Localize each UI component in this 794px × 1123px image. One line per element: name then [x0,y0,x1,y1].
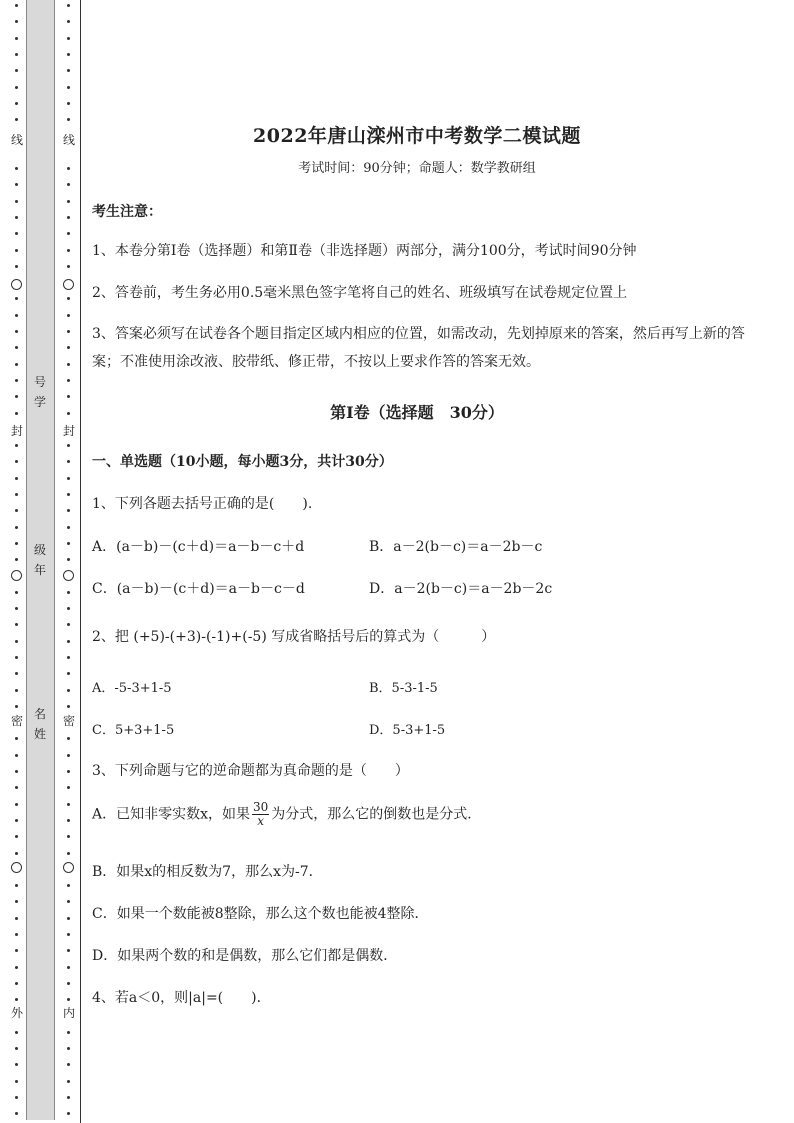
field-name: 名姓 [33,707,46,741]
cut-line-dot [67,395,70,398]
cut-line-dot [67,1047,70,1050]
cut-line-dot [15,737,18,740]
exam-subtitle: 考试时间：90分钟；命题人：数学教研组 [298,161,536,176]
cut-line-dot [15,493,18,496]
cut-line-dot [15,852,18,855]
cut-line-dot [15,966,18,969]
cut-line-dot [67,53,70,56]
question-3-option-a-text: A．已知非零实数x，如果 [92,806,251,823]
cut-line-dot [15,363,18,366]
cut-line-dot [15,672,18,675]
outer-mark-feng: 封 [10,424,23,438]
cut-line-dot [15,444,18,447]
cut-line-dot [67,477,70,480]
cut-line-dot [15,982,18,985]
cut-line-dot [15,558,18,561]
field-grade: 级年 [33,543,46,577]
cut-line-dot [67,705,70,708]
outer-mark-circle [11,570,22,581]
outer-mark-xian: 线 [10,133,23,147]
cut-line-dot [15,249,18,252]
cut-line-dot [15,1080,18,1083]
cut-line-dot [15,216,18,219]
question-3-option-d: D．如果两个数的和是偶数，那么它们都是偶数． [92,948,398,964]
cut-line-dot [15,998,18,1001]
cut-line-dot [15,200,18,203]
question-4-stem: 4、若a＜0，则|a|=( )． [92,990,271,1006]
cut-line-dot [15,754,18,757]
cut-line-dot [67,200,70,203]
cut-line-dot [15,949,18,952]
cut-line-dot [15,1047,18,1050]
cut-line-dot [15,102,18,105]
cut-line-dot [15,395,18,398]
cut-line-dot [15,623,18,626]
cut-line-dot [15,4,18,7]
cut-line-dot [67,949,70,952]
cut-line-dot [15,933,18,936]
cut-line-dot [15,640,18,643]
cut-line-dot [15,884,18,887]
cut-line-dot [15,183,18,186]
question-3-option-a-text-end: 为分式，那么它的倒数也是分式． [271,806,482,823]
outer-mark-mi: 密 [10,714,23,728]
cut-line-dot [67,379,70,382]
cut-line-dot [15,770,18,773]
inner-mark-circle [63,862,74,873]
question-2-option-a: A．-5-3+1-5 [92,681,172,696]
cut-line-dot [15,1096,18,1099]
outer-mark-circle [11,862,22,873]
cut-line-dot [67,607,70,610]
cut-line-dot [67,1031,70,1034]
cut-line-dot [67,672,70,675]
cut-line-dot [67,20,70,23]
cut-line-dot [15,118,18,121]
cut-line-dot [67,412,70,415]
question-2-stem: 2、把 (+5)-(+3)-(-1)+(-5) 写成省略括号后的算式为（ ） [92,629,496,645]
exam-title: 2022年唐山滦州市中考数学二模试题 [253,125,581,147]
fraction-numerator: 30 [253,800,269,814]
cut-line-dot [15,526,18,529]
cut-line-dot [67,591,70,594]
cut-line-dot [67,998,70,1001]
question-3-stem: 3、下列命题与它的逆命题都为真命题的是（ ） [92,763,409,779]
outer-mark-circle [11,279,22,290]
section-title: 第I卷（选择题 30分） [330,403,504,422]
cut-line-dot [67,330,70,333]
cut-line-dot [67,803,70,806]
question-1-option-a: A．(a－b)－(c＋d)＝a－b－c＋d [92,539,305,555]
cut-line-dot [15,330,18,333]
cut-line-dot [67,656,70,659]
margin-rule-line [80,0,81,1123]
outer-cut-line [10,0,24,1123]
cut-line-dot [15,20,18,23]
cut-line-dot [67,167,70,170]
question-3-option-b: B．如果x的相反数为7，那么x为-7． [92,864,323,880]
inner-mark-nei: 内 [62,1006,75,1020]
cut-line-dot [15,835,18,838]
cut-line-dot [67,754,70,757]
cut-line-dot [15,689,18,692]
notice-item: 3、答案必须写在试卷各个题目指定区域内相应的位置，如需改动，先划掉原来的答案，然后再写上新的答案；不准使用涂改液、胶带纸、修正带，不按以上要求作答的答案无效。 [92,326,745,370]
cut-line-dot [15,460,18,463]
question-1-option-c: C．(a－b)－(c＋d)＝a－b－c－d [92,581,305,597]
cut-line-dot [15,917,18,920]
cut-line-dot [67,118,70,121]
cut-line-dot [67,346,70,349]
cut-line-dot [67,363,70,366]
cut-line-dot [67,852,70,855]
cut-line-dot [15,656,18,659]
cut-line-dot [15,265,18,268]
cut-line-dot [15,379,18,382]
cut-line-dot [67,1063,70,1066]
cut-line-dot [15,819,18,822]
cut-line-dot [67,493,70,496]
cut-line-dot [67,297,70,300]
inner-cut-line [62,0,76,1123]
cut-line-dot [67,1112,70,1115]
cut-line-dot [67,460,70,463]
cut-line-dot [15,314,18,317]
question-3-option-c: C．如果一个数能被8整除，那么这个数也能被4整除． [92,906,429,922]
cut-line-dot [15,412,18,415]
cut-line-dot [67,314,70,317]
notice-item: 1、本卷分第I卷（选择题）和第Ⅱ卷（非选择题）两部分，满分100分，考试时间90分钟 [92,243,637,259]
cut-line-dot [67,884,70,887]
question-2-option-d: D．5-3+1-5 [369,723,446,738]
cut-line-dot [67,1096,70,1099]
cut-line-dot [15,232,18,235]
cut-line-dot [67,232,70,235]
cut-line-dot [67,37,70,40]
cut-line-dot [67,69,70,72]
outer-mark-wai: 外 [10,1006,23,1020]
question-1-stem: 1、下列各题去括号正确的是( ). [92,496,313,512]
part-title: 一、单选题（10小题，每小题3分，共计30分） [92,454,393,470]
cut-line-dot [15,1063,18,1066]
notice-item: 2、答卷前，考生务必用0.5毫米黑色签字笔将自己的姓名、班级填写在试卷规定位置上 [92,285,628,301]
notice-title: 考生注意： [92,204,162,220]
inner-mark-circle [63,570,74,581]
field-student-number: 号学 [33,375,46,409]
cut-line-dot [67,216,70,219]
cut-line-dot [15,37,18,40]
cut-line-dot [15,900,18,903]
cut-line-dot [67,982,70,985]
cut-line-dot [67,102,70,105]
cut-line-dot [67,640,70,643]
cut-line-dot [67,86,70,89]
cut-line-dot [67,966,70,969]
binding-margin [0,0,82,1123]
cut-line-dot [67,933,70,936]
cut-line-dot [15,53,18,56]
cut-line-dot [15,477,18,480]
cut-line-dot [67,835,70,838]
cut-line-dot [67,526,70,529]
cut-line-dot [67,737,70,740]
question-1-option-d: D．a－2(b－c)＝a－2b－2c [369,581,553,597]
cut-line-dot [67,786,70,789]
cut-line-dot [15,69,18,72]
cut-line-dot [15,1031,18,1034]
cut-line-dot [67,917,70,920]
question-2-option-c: C．5+3+1-5 [92,723,175,738]
cut-line-dot [67,4,70,7]
inner-mark-feng: 封 [62,424,75,438]
inner-mark-circle [63,279,74,290]
fraction [252,801,269,828]
cut-line-dot [15,86,18,89]
cut-line-dot [67,542,70,545]
question-1-option-b: B．a－2(b－c)＝a－2b－c [369,539,543,555]
cut-line-dot [15,1112,18,1115]
cut-line-dot [67,623,70,626]
cut-line-dot [67,689,70,692]
cut-line-dot [15,346,18,349]
cut-line-dot [15,705,18,708]
cut-line-dot [67,444,70,447]
cut-line-dot [67,558,70,561]
cut-line-dot [15,297,18,300]
cut-line-dot [67,770,70,773]
cut-line-dot [67,183,70,186]
cut-line-dot [15,542,18,545]
cut-line-dot [15,803,18,806]
inner-mark-mi: 密 [62,714,75,728]
cut-line-dot [15,167,18,170]
cut-line-dot [67,1080,70,1083]
fraction-denominator: x [257,814,265,828]
cut-line-dot [67,265,70,268]
inner-mark-xian: 线 [62,133,75,147]
cut-line-dot [15,591,18,594]
question-3-option-a [92,801,481,828]
cut-line-dot [15,607,18,610]
cut-line-dot [15,786,18,789]
cut-line-dot [67,819,70,822]
cut-line-dot [67,509,70,512]
cut-line-dot [15,509,18,512]
question-2-option-b: B．5-3-1-5 [369,681,438,696]
cut-line-dot [67,900,70,903]
cut-line-dot [67,249,70,252]
